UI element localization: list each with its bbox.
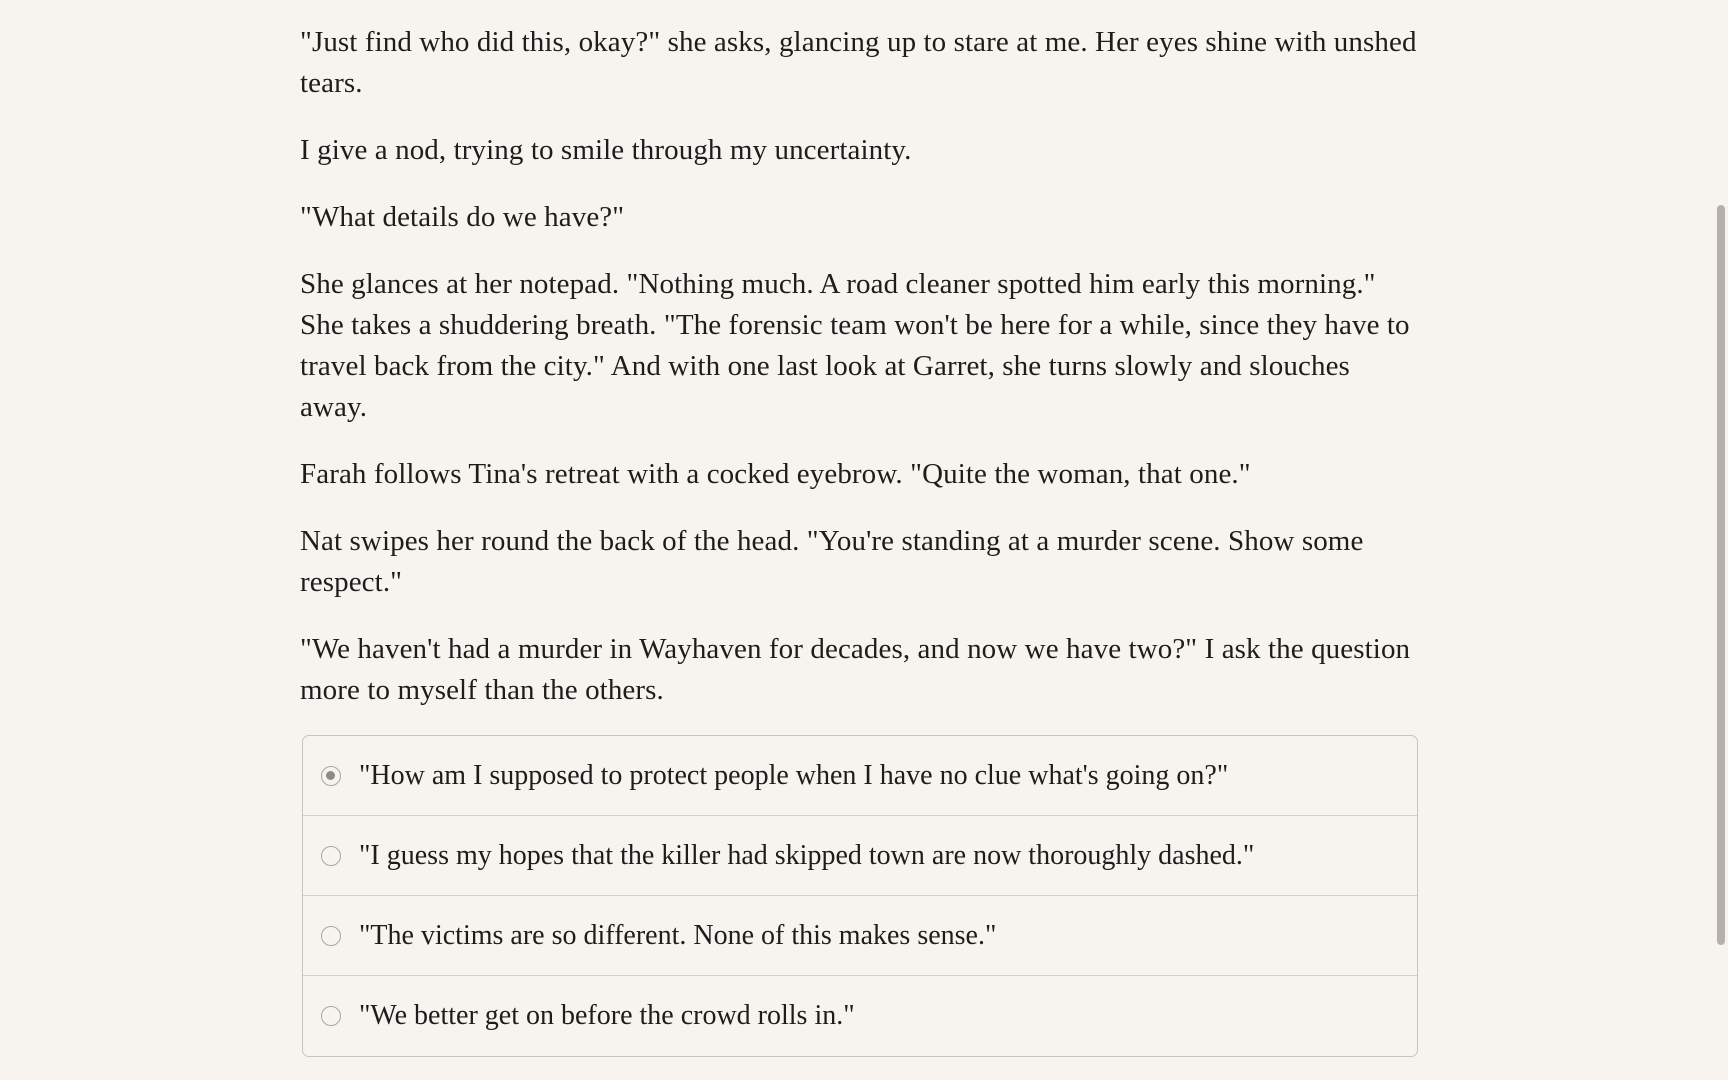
choice-option-label: "How am I supposed to protect people when I have no clue what's going on?" — [359, 759, 1229, 791]
story-paragraph: Nat swipes her round the back of the head. "You're standing at a murder scene. Show some respect." — [300, 525, 1364, 598]
story-paragraph: Farah follows Tina's retreat with a cocked eyebrow. "Quite the woman, that one." — [300, 458, 1251, 490]
story-paragraph: She glances at her notepad. "Nothing much. A road cleaner spotted him early this morning." She takes a shuddering breath. "The forensic team won't be here for a while, since they have to travel back from the city." And with one last look at Garret, she turns slowly and slouches away. — [300, 268, 1410, 423]
story-paragraph: I give a nod, trying to smile through my uncertainty. — [300, 134, 912, 166]
choice-option-3[interactable] — [303, 896, 1417, 976]
choice-option-label: "I guess my hopes that the killer had skipped town are now thoroughly dashed." — [359, 839, 1255, 871]
scrollbar-thumb[interactable] — [1717, 205, 1725, 945]
choice-option-1[interactable] — [303, 736, 1417, 816]
choice-option-label: "The victims are so different. None of this makes sense." — [359, 919, 997, 951]
story-paragraph: "We haven't had a murder in Wayhaven for decades, and now we have two?" I ask the question more to myself than the others. — [300, 633, 1411, 706]
choice-option-label: "We better get on before the crowd rolls in." — [359, 1000, 855, 1031]
radio-button-icon[interactable] — [321, 1006, 341, 1026]
radio-button-icon[interactable] — [321, 926, 341, 946]
choice-option-4[interactable] — [303, 976, 1417, 1056]
choice-list — [302, 735, 1418, 1057]
story-paragraph: "Just find who did this, okay?" she asks, glancing up to stare at me. Her eyes shine with unshed tears. — [300, 26, 1417, 99]
scrollbar-track[interactable] — [1714, 0, 1728, 1080]
choice-option-2[interactable] — [303, 816, 1417, 896]
story-paragraph: "What details do we have?" — [300, 201, 625, 233]
story-text-container — [300, 0, 1420, 737]
radio-button-icon[interactable] — [321, 846, 341, 866]
radio-button-icon[interactable] — [321, 766, 341, 786]
